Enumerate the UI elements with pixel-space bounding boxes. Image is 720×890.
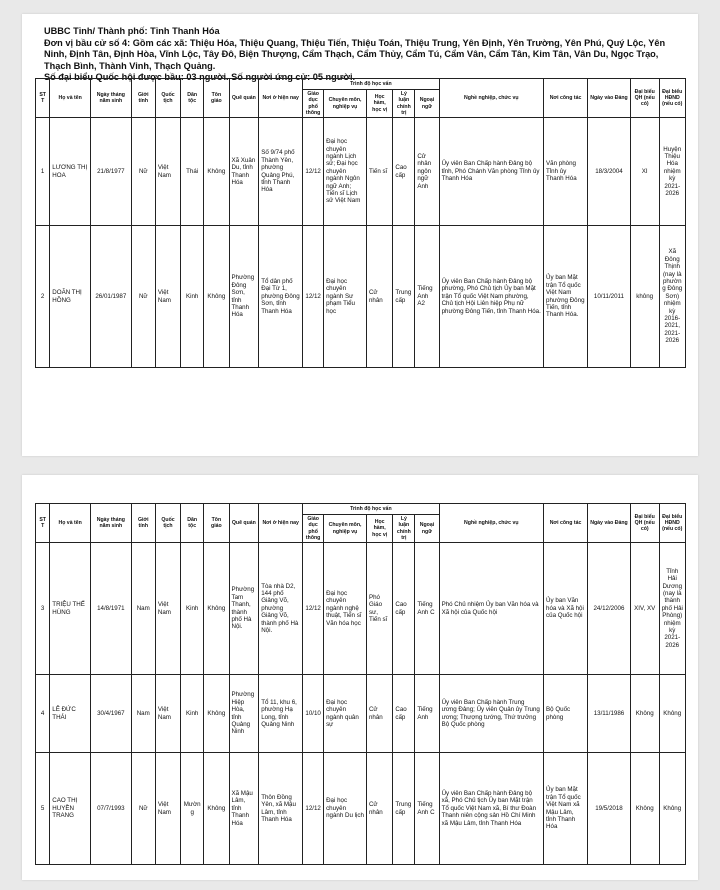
cell-occupation: Ủy viên Ban Chấp hành Trung ương Đảng; Ủy viên Quân ủy Trung ương; Thượng tướng, Thứ trưởng Bộ Quốc phòng	[439, 675, 543, 753]
cell-nationality: Việt Nam	[155, 118, 180, 226]
cell-residence: Tổ dân phố Đại Từ 1, phường Đông Sơn, tỉnh Thanh Hóa	[259, 226, 303, 368]
cell-name: CAO THỊ HUYỀN TRANG	[50, 753, 91, 865]
cell-ethnicity: Kinh	[181, 226, 204, 368]
cell-professional: Đại học chuyên ngành Du lịch	[324, 753, 367, 865]
cell-ethnicity: Thái	[181, 118, 204, 226]
cell-hometown: Xã Mậu Lâm, tỉnh Thanh Hóa	[229, 753, 259, 865]
cell-residence: Số 9/74 phố Thành Yên, phường Quảng Phú, tỉnh Thanh Hóa	[259, 118, 303, 226]
col-political: Lý luận chính trị	[393, 90, 415, 118]
cell-residence: Tòa nhà D2, 144 phố Giảng Võ, phường Giảng Võ, thành phố Hà Nội.	[259, 543, 303, 675]
table-row	[36, 226, 686, 368]
cell-workplace: Văn phòng Tỉnh ủy Thanh Hóa	[544, 118, 588, 226]
col-dob: Ngày tháng năm sinh	[90, 504, 131, 543]
cell-religion: Không	[204, 543, 229, 675]
cell-name: LÊ ĐỨC THÁI	[50, 675, 91, 753]
cell-workplace: Ủy ban Văn hóa và Xã hội của Quốc hội	[544, 543, 588, 675]
col-stt: ST T	[36, 79, 50, 118]
cell-stt: 4	[36, 675, 50, 753]
cell-party-date: 18/3/2004	[588, 118, 631, 226]
col-nationality: Quốc tịch	[155, 79, 180, 118]
cell-gender: Nam	[131, 543, 155, 675]
cell-name: TRIỆU THẾ HÙNG	[50, 543, 91, 675]
cell-political: Cao cấp	[393, 675, 415, 753]
col-workplace: Nơi công tác	[544, 504, 588, 543]
cell-gender: Nữ	[131, 226, 155, 368]
cell-na-delegate: không	[630, 226, 659, 368]
cell-na-delegate: XIV, XV	[630, 543, 659, 675]
cell-occupation: Phó Chủ nhiệm Ủy ban Văn hóa và Xã hội của Quốc hội	[439, 543, 543, 675]
col-degree: Học hàm, học vị	[366, 515, 392, 543]
cell-hometown: Xã Xuân Du, tỉnh Thanh Hóa	[229, 118, 259, 226]
col-education-group: Trình độ học vấn	[303, 504, 439, 515]
col-stt: ST T	[36, 504, 50, 543]
document-header	[22, 14, 698, 84]
cell-name: DOÃN THỊ HỒNG	[50, 226, 91, 368]
cell-general-edu: 12/12	[303, 226, 324, 368]
cell-professional: Đại học chuyên ngành nghệ thuật, Tiến sĩ Văn hóa học	[324, 543, 367, 675]
col-dob: Ngày tháng năm sinh	[90, 79, 131, 118]
col-workplace: Nơi công tác	[544, 79, 588, 118]
cell-hometown: Phường Tam Thanh, thành phố Hà Nội.	[229, 543, 259, 675]
col-professional: Chuyên môn, nghiệp vụ	[324, 90, 367, 118]
col-council-delegate: Đại biểu HĐND (nếu có)	[659, 504, 686, 543]
col-name: Họ và tên	[50, 79, 91, 118]
col-na-delegate: Đại biểu QH (nếu có)	[630, 504, 659, 543]
cell-occupation: Ủy viên Ban Chấp hành Đảng bộ tỉnh, Phó Chánh Văn phòng Tỉnh ủy Thanh Hóa	[439, 118, 543, 226]
cell-dob: 14/8/1971	[90, 543, 131, 675]
col-hometown: Quê quán	[229, 79, 259, 118]
col-language: Ngoại ngữ	[415, 90, 439, 118]
cell-workplace: Ủy ban Mặt trận Tổ quốc Việt Nam phường Đông Tiến, tỉnh Thanh Hóa.	[544, 226, 588, 368]
cell-degree: Cử nhân	[366, 753, 392, 865]
cell-professional: Đại học chuyên ngành Sư phạm Tiểu học	[324, 226, 367, 368]
table-row	[36, 753, 686, 865]
col-ethnicity: Dân tộc	[181, 79, 204, 118]
col-language: Ngoại ngữ	[415, 515, 439, 543]
cell-council-delegate: Không	[659, 675, 686, 753]
col-professional: Chuyên môn, nghiệp vụ	[324, 515, 367, 543]
province-line: UBBC Tỉnh/ Thành phố: Tỉnh Thanh Hóa	[44, 26, 220, 36]
col-religion: Tôn giáo	[204, 79, 229, 118]
document-page-2	[22, 475, 698, 880]
constituency-line: Đơn vị bầu cử số 4: Gồm các xã: Thiệu Hóa, Thiệu Quang, Thiệu Tiến, Thiệu Toán, Thiệu Trung, Yên Định, Yên Trường, Yên Phú, Quý Lộc, Yên Ninh, Định Tân, Định Hòa, Vĩnh Lộc, Tây Đô, Biện Thượng, Cẩm Thạch, Cẩm Thủy, Cẩm Tú, Cẩm Vân, Cẩm Tân, Kim Tân, Vân Du, Ngọc Trạo, Thạch Bình, Thành Vinh, Thạch Quảng.	[44, 37, 666, 71]
cell-dob: 07/7/1993	[90, 753, 131, 865]
cell-religion: Không	[204, 753, 229, 865]
cell-language: Tiếng Anh	[415, 675, 439, 753]
cell-political: Trung cấp	[393, 226, 415, 368]
cell-na-delegate: XI	[630, 118, 659, 226]
cell-party-date: 10/11/2011	[588, 226, 631, 368]
cell-residence: Tổ 11, khu 6, phường Hạ Long, tỉnh Quảng Ninh	[259, 675, 303, 753]
cell-party-date: 19/5/2018	[588, 753, 631, 865]
col-nationality: Quốc tịch	[155, 504, 180, 543]
col-ethnicity: Dân tộc	[181, 504, 204, 543]
candidate-table-1	[35, 78, 686, 368]
cell-stt: 5	[36, 753, 50, 865]
cell-religion: Không	[204, 675, 229, 753]
table-row	[36, 675, 686, 753]
cell-name: LƯƠNG THỊ HOA	[50, 118, 91, 226]
cell-stt: 2	[36, 226, 50, 368]
cell-occupation: Ủy viên Ban Chấp hành Đảng bộ xã, Phó Chủ tịch Ủy ban Mặt trận Tổ quốc Việt Nam xã, Bí thư Đoàn Thanh niên cộng sản Hồ Chí Minh xã Mậu Lâm, tỉnh Thanh Hóa	[439, 753, 543, 865]
col-residence: Nơi ở hiện nay	[259, 79, 303, 118]
cell-religion: Không	[204, 118, 229, 226]
col-degree: Học hàm, học vị	[366, 90, 392, 118]
cell-residence: Thôn Đồng Yên, xã Mậu Lâm, tỉnh Thanh Hóa	[259, 753, 303, 865]
cell-nationality: Việt Nam	[155, 226, 180, 368]
cell-stt: 1	[36, 118, 50, 226]
col-council-delegate: Đại biểu HĐND (nếu có)	[659, 79, 686, 118]
cell-degree: Tiến sĩ	[366, 118, 392, 226]
cell-ethnicity: Kinh	[181, 543, 204, 675]
cell-hometown: Phường Đông Sơn, tỉnh Thanh Hóa	[229, 226, 259, 368]
cell-religion: Không	[204, 226, 229, 368]
col-residence: Nơi ở hiện nay	[259, 504, 303, 543]
cell-party-date: 24/12/2006	[588, 543, 631, 675]
cell-nationality: Việt Nam	[155, 753, 180, 865]
col-na-delegate: Đại biểu QH (nếu có)	[630, 79, 659, 118]
col-occupation: Nghề nghiệp, chức vụ	[439, 504, 543, 543]
cell-degree: Cử nhân	[366, 675, 392, 753]
cell-dob: 30/4/1967	[90, 675, 131, 753]
cell-nationality: Việt Nam	[155, 543, 180, 675]
cell-ethnicity: Kinh	[181, 675, 204, 753]
col-occupation: Nghề nghiệp, chức vụ	[439, 79, 543, 118]
cell-language: Cử nhân ngôn ngữ Anh	[415, 118, 439, 226]
cell-general-edu: 12/12	[303, 543, 324, 675]
cell-general-edu: 12/12	[303, 118, 324, 226]
cell-council-delegate: Xã Đông Thịnh (nay là phường Đông Sơn) nhiệm kỳ 2016-2021, 2021-2026	[659, 226, 686, 368]
cell-workplace: Bộ Quốc phòng	[544, 675, 588, 753]
col-religion: Tôn giáo	[204, 504, 229, 543]
document-page-1	[22, 14, 698, 456]
cell-occupation: Ủy viên Ban Chấp hành Đảng bộ phường, Phó Chủ tịch Ủy ban Mặt trận Tổ quốc Việt Nam phường, Chủ tịch Hội Liên hiệp Phụ nữ phường Đông Tiến, tỉnh Thanh Hóa.	[439, 226, 543, 368]
table-header	[36, 79, 686, 118]
cell-gender: Nam	[131, 675, 155, 753]
col-general-edu: Giáo dục phổ thông	[303, 90, 324, 118]
cell-political: Cao cấp	[393, 543, 415, 675]
col-party-date: Ngày vào Đảng	[588, 504, 631, 543]
cell-workplace: Ủy ban Mặt trận Tổ quốc Việt Nam xã Mậu Lâm, tỉnh Thanh Hóa	[544, 753, 588, 865]
cell-council-delegate: Tỉnh Hải Dương (nay là thành phố Hải Phòng) nhiệm kỳ 2021-2026	[659, 543, 686, 675]
table-row	[36, 543, 686, 675]
cell-na-delegate: Không	[630, 753, 659, 865]
cell-council-delegate: Huyện Thiệu Hóa nhiệm kỳ 2021-2026	[659, 118, 686, 226]
cell-language: Tiếng Anh C	[415, 753, 439, 865]
cell-stt: 3	[36, 543, 50, 675]
cell-language: Tiếng Anh A2	[415, 226, 439, 368]
cell-professional: Đại học chuyên ngành Lịch sử; Đại học chuyên ngành Ngôn ngữ Anh; Tiến sĩ Lịch sử Việt Nam	[324, 118, 367, 226]
candidate-table-2	[35, 503, 686, 865]
seat-count-line: Số đại biểu Quốc hội được bầu: 03 người. Số người ứng cử: 05 người.	[44, 72, 356, 83]
col-hometown: Quê quán	[229, 504, 259, 543]
cell-hometown: Phường Hiệp Hòa, tỉnh Quảng Ninh	[229, 675, 259, 753]
cell-political: Cao cấp	[393, 118, 415, 226]
cell-gender: Nữ	[131, 118, 155, 226]
cell-political: Trung cấp	[393, 753, 415, 865]
cell-language: Tiếng Anh C	[415, 543, 439, 675]
col-general-edu: Giáo dục phổ thông	[303, 515, 324, 543]
col-name: Họ và tên	[50, 504, 91, 543]
cell-general-edu: 10/10	[303, 675, 324, 753]
cell-professional: Đại học chuyên ngành quân sự	[324, 675, 367, 753]
cell-na-delegate: Không	[630, 675, 659, 753]
cell-gender: Nữ	[131, 753, 155, 865]
cell-nationality: Việt Nam	[155, 675, 180, 753]
table-header	[36, 504, 686, 543]
cell-dob: 21/8/1977	[90, 118, 131, 226]
cell-degree: Phó Giáo sư, Tiến sĩ	[366, 543, 392, 675]
cell-degree: Cử nhân	[366, 226, 392, 368]
col-gender: Giới tính	[131, 79, 155, 118]
cell-party-date: 13/11/1986	[588, 675, 631, 753]
cell-ethnicity: Mường	[181, 753, 204, 865]
col-education-group: Trình độ học vấn	[303, 79, 439, 90]
cell-dob: 26/01/1987	[90, 226, 131, 368]
cell-council-delegate: Không	[659, 753, 686, 865]
cell-general-edu: 12/12	[303, 753, 324, 865]
col-party-date: Ngày vào Đảng	[588, 79, 631, 118]
col-gender: Giới tính	[131, 504, 155, 543]
table-row	[36, 118, 686, 226]
col-political: Lý luận chính trị	[393, 515, 415, 543]
